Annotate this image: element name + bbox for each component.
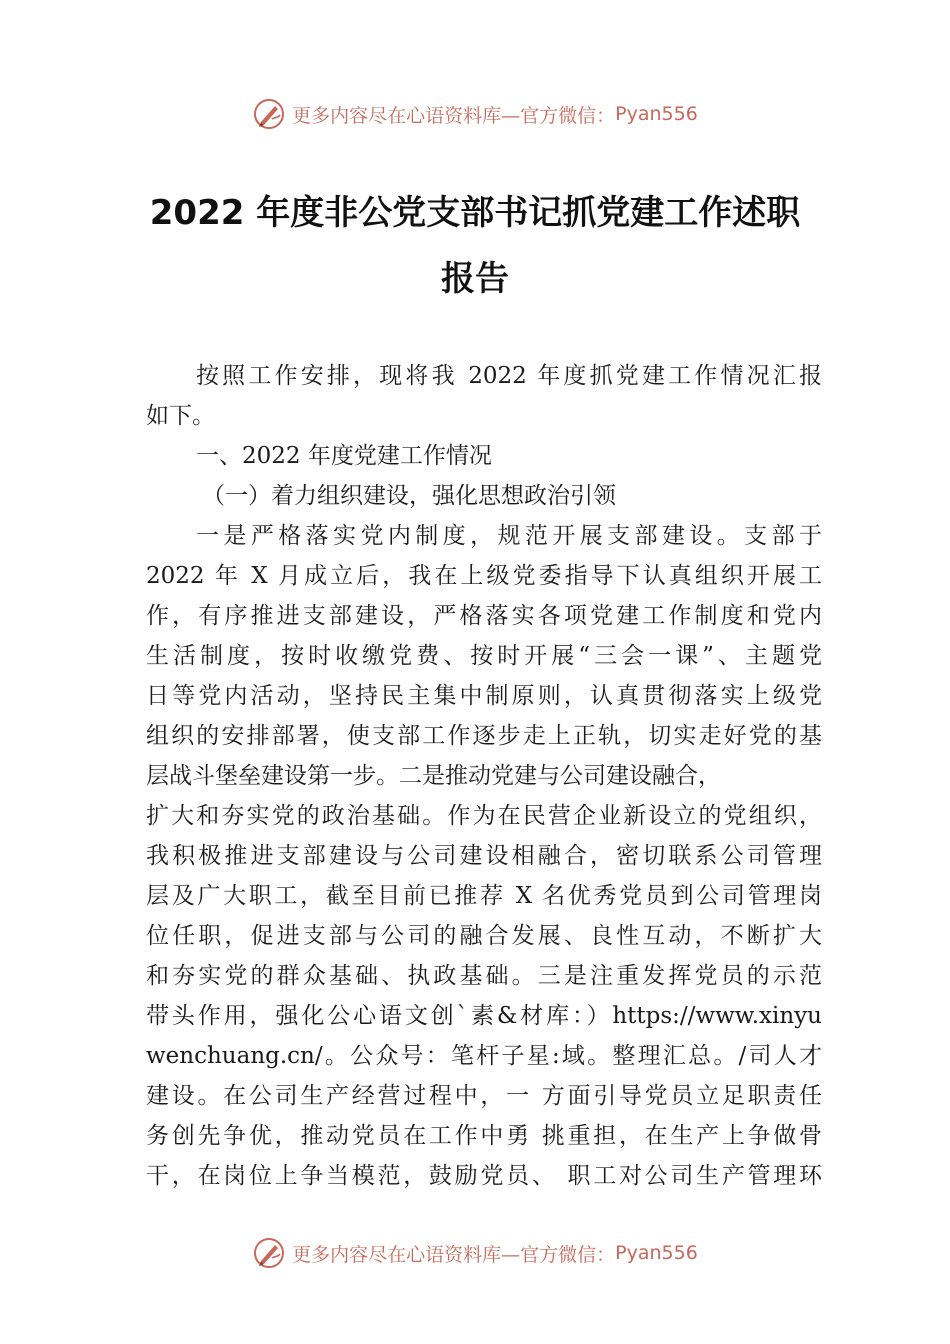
document-title-line-1: 2022 年度非公党支部书记抓党建工作述职 <box>149 193 801 233</box>
body-line: 我积极推进支部建设与公司建设相融合，密切联系公司管理 <box>146 843 822 869</box>
body-line: 按照工作安排，现将我 2022 年度抓党建工作情况汇报 <box>196 363 822 389</box>
document-title-line-2: 报告 <box>441 259 509 299</box>
banner-wechat-id: Pyan556 <box>615 103 698 125</box>
banner-wechat-id: Pyan556 <box>615 1242 698 1264</box>
pen-logo-icon <box>252 1236 286 1270</box>
body-line: 生活制度，按时收缴党费、按时开展“三会一课”、主题党 <box>146 643 822 669</box>
body-line: 带头作用，强化公心语文创`素&材库：）https://www.xinyu <box>146 1003 822 1029</box>
body-line: 扩大和夯实党的政治基础。作为在民营企业新设立的党组织， <box>146 803 822 829</box>
body-line: 日等党内活动，坚持民主集中制原则，认真贯彻落实上级党 <box>146 683 822 709</box>
body-line: 位任职，促进支部与公司的融合发展、良性互动，不断扩大 <box>146 923 822 949</box>
body-line: 建设。在公司生产经营过程中，一 方面引导党员立足职责任 <box>146 1083 822 1109</box>
body-line: 和夯实党的群众基础、执政基础。三是注重发挥党员的示范 <box>146 963 822 989</box>
banner-text: 更多内容尽在心语资料库—官方微信： <box>292 1243 616 1266</box>
footer-banner <box>0 1233 950 1273</box>
body-line: 组织的安排部署，使支部工作逐步走上正轨，切实走好党的基 <box>146 723 822 749</box>
section-heading: 一、2022 年度党建工作情况 <box>196 443 492 469</box>
banner-text: 更多内容尽在心语资料库—官方微信： <box>292 104 616 127</box>
document-body <box>146 356 822 1196</box>
header-banner <box>0 94 950 134</box>
subsection-heading: （一）着力组织建设，强化思想政治引领 <box>202 483 616 509</box>
body-line: 干，在岗位上争当模范，鼓励党员、 职工对公司生产管理环 <box>146 1163 822 1189</box>
body-line: 作，有序推进支部建设，严格落实各项党建工作制度和党内 <box>146 603 822 629</box>
body-line: 如下。 <box>146 403 215 429</box>
pen-logo-icon <box>252 97 286 131</box>
body-line: 一是严格落实党内制度，规范开展支部建设。支部于 <box>196 523 822 549</box>
body-line: 层战斗堡垒建设第一步。二是推动党建与公司建设融合， <box>146 763 721 789</box>
body-line: 务创先争优，推动党员在工作中勇 挑重担，在生产上争做骨 <box>146 1123 822 1149</box>
body-line: 2022 年 X 月成立后，我在上级党委指导下认真组织开展工 <box>146 563 822 589</box>
body-line: wenchuang.cn/。公众号：笔杆子星:域。整理汇总。/司人才 <box>146 1043 822 1069</box>
body-line: 层及广大职工，截至目前已推荐 X 名优秀党员到公司管理岗 <box>146 883 822 909</box>
